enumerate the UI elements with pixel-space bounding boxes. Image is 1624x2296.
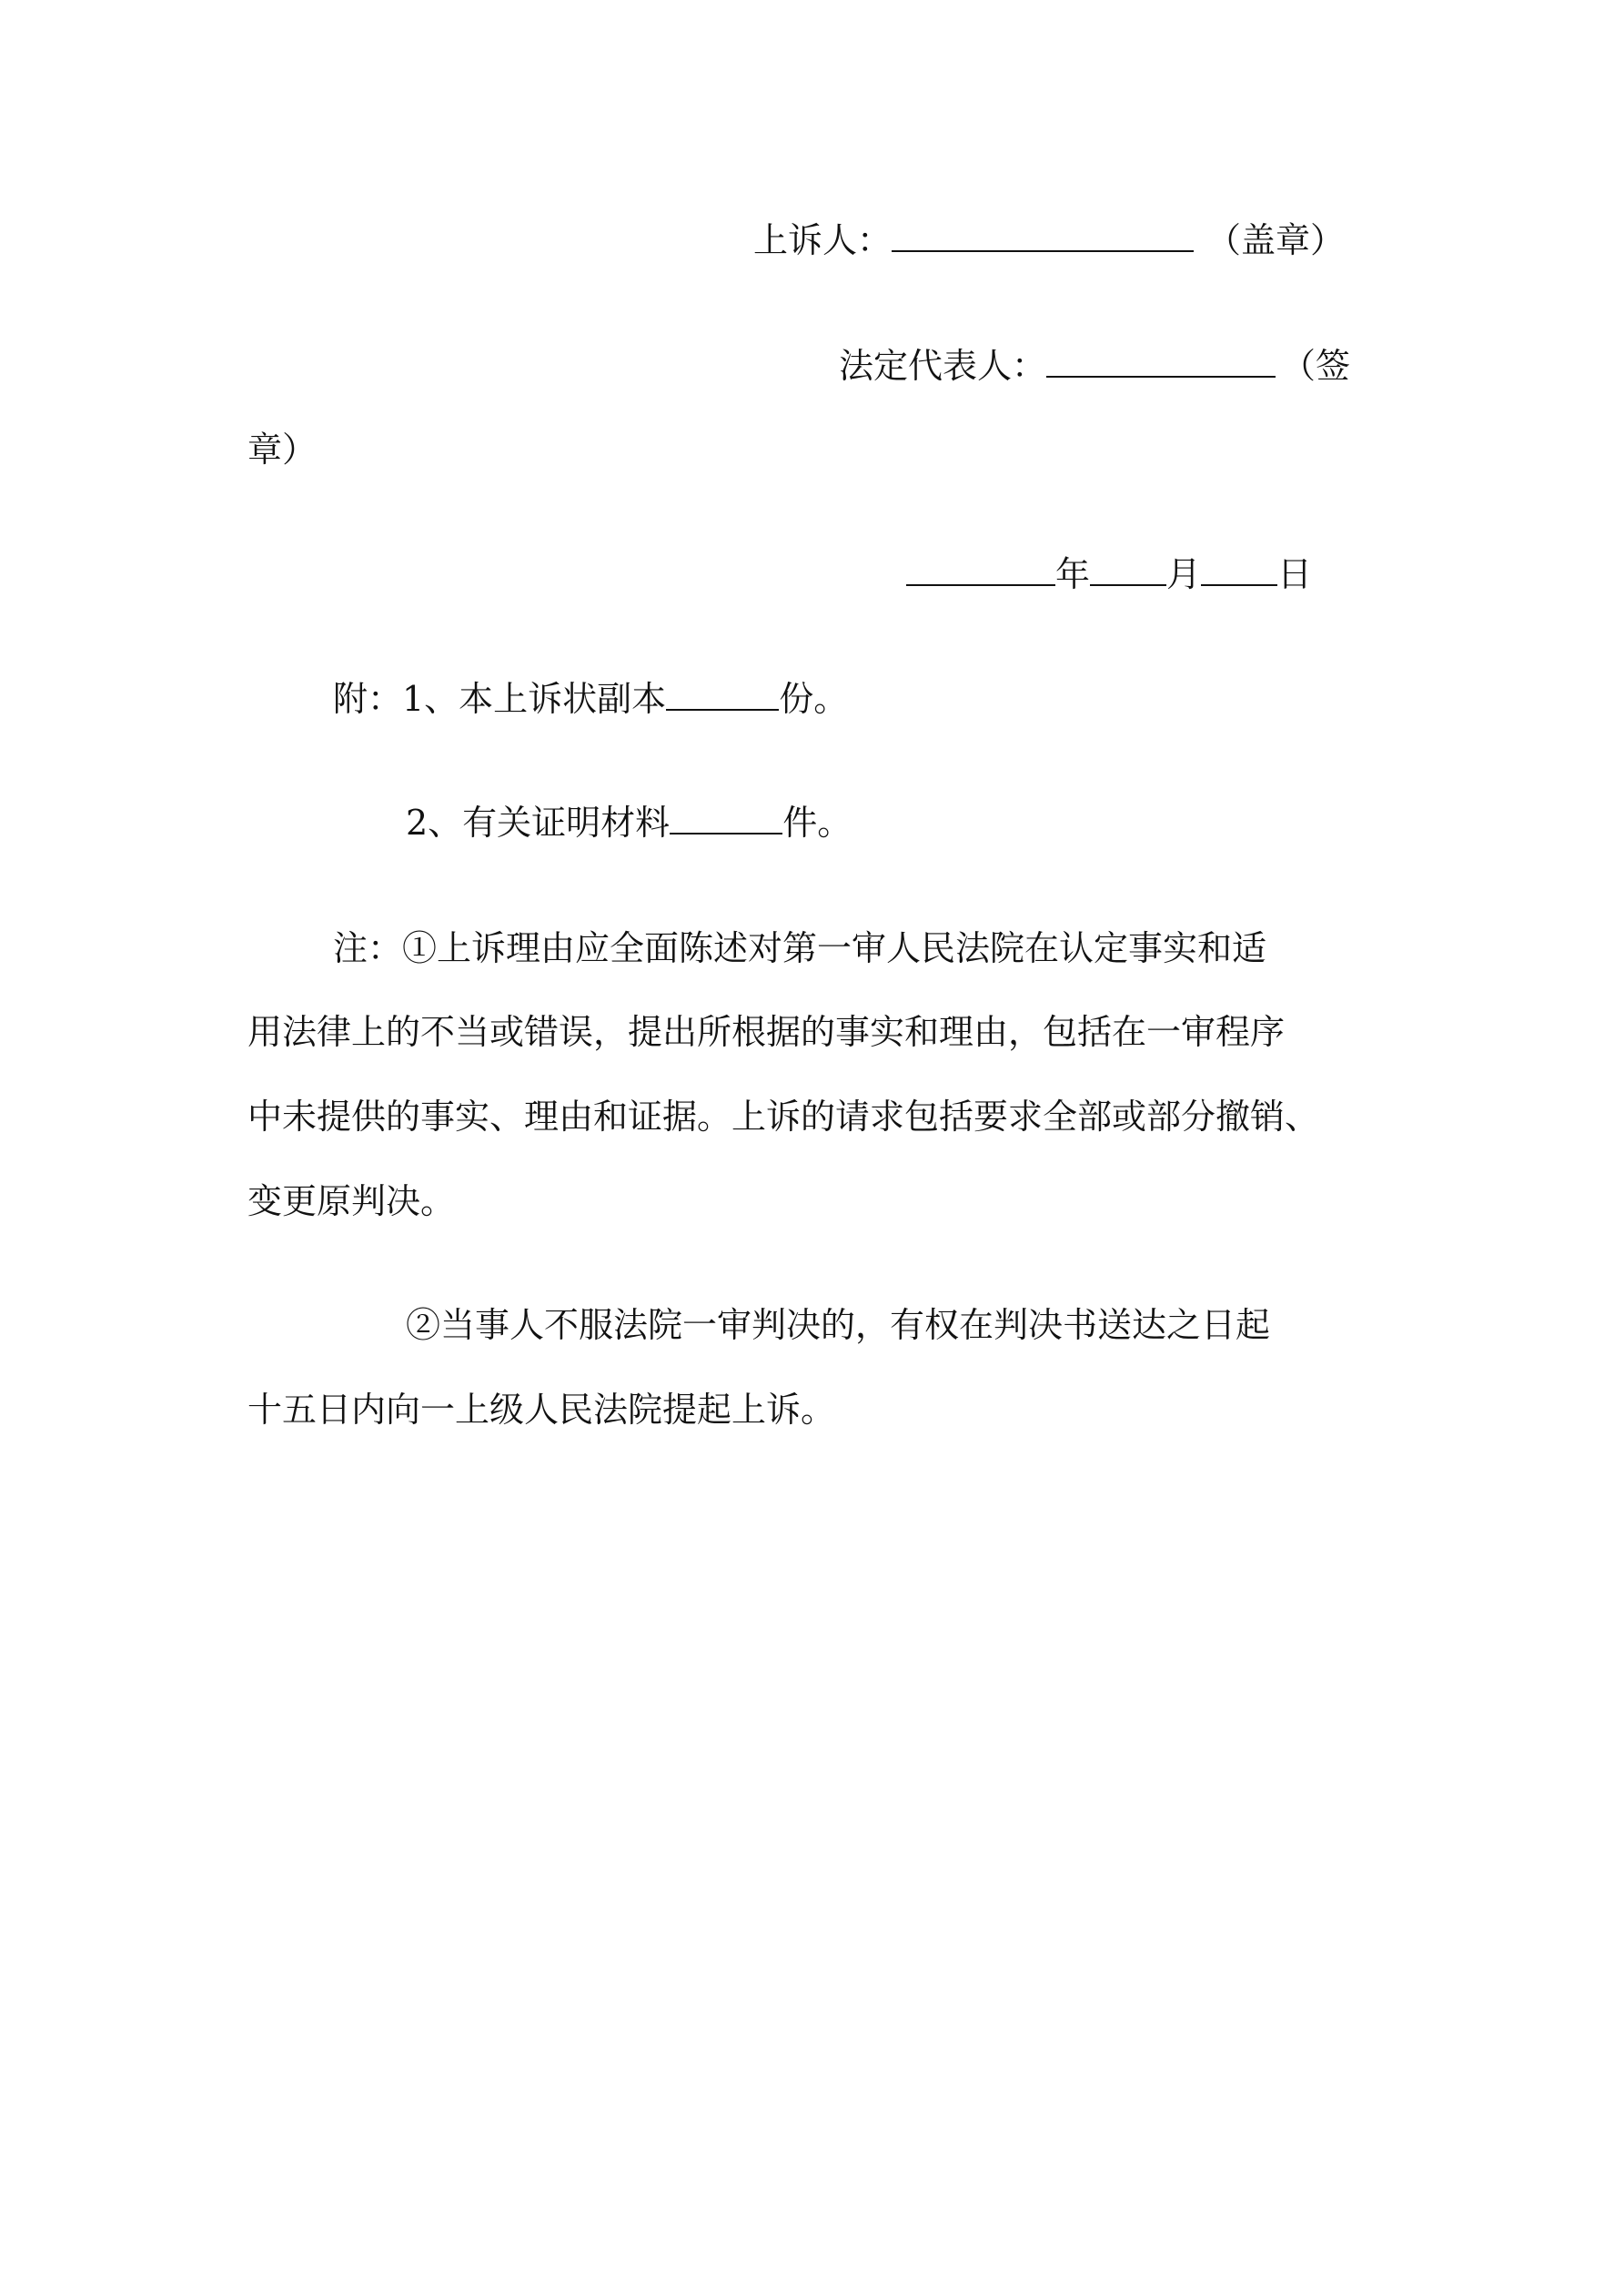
- attachment-item-2-unit: 件。: [782, 803, 852, 843]
- appellant-line: [753, 218, 1345, 262]
- year-label: 年: [1055, 554, 1091, 594]
- year-blank[interactable]: [906, 553, 1055, 586]
- evidence-count-blank[interactable]: [670, 802, 782, 834]
- month-blank[interactable]: [1090, 553, 1166, 586]
- legal-rep-blank[interactable]: [1046, 345, 1276, 378]
- note-line-2: 用法律上的不当或错误，提出所根据的事实和理由，包括在一审程序: [247, 1012, 1286, 1052]
- note-line-1: 注：①上诉理由应全面陈述对第一审人民法院在认定事实和适: [333, 928, 1267, 968]
- legal-rep-line: [839, 344, 1350, 388]
- attachment-item-1-text: 附：1、本上诉状副本: [333, 679, 667, 719]
- date-line: [906, 552, 1312, 596]
- attachment-item-1-unit: 份。: [779, 679, 849, 719]
- appellant-blank[interactable]: [892, 219, 1194, 252]
- day-label: 日: [1277, 554, 1313, 594]
- legal-rep-label: 法定代表人：: [839, 346, 1047, 386]
- appellant-label: 上诉人：: [753, 220, 893, 260]
- legal-rep-sign-note: （签: [1281, 346, 1351, 386]
- note-line-4: 变更原判决。: [247, 1181, 456, 1221]
- attachment-item-1: [333, 677, 848, 721]
- month-label: 月: [1166, 554, 1202, 594]
- note-line-3: 中未提供的事实、理由和证据。上诉的请求包括要求全部或部分撤销、: [247, 1097, 1320, 1137]
- copies-count-blank[interactable]: [666, 678, 779, 711]
- attachment-item-2-text: 2、有关证明材料: [406, 803, 671, 843]
- attachment-item-2: [406, 801, 852, 845]
- legal-rep-line-cont: [247, 428, 317, 471]
- appellant-seal-note: （盖章）: [1206, 220, 1346, 260]
- day-blank[interactable]: [1201, 553, 1277, 586]
- legal-rep-sign-note-cont: 章）: [247, 430, 318, 470]
- note-line-6: 十五日内向一上级人民法院提起上诉。: [247, 1390, 836, 1430]
- note-line-5: ②当事人不服法院一审判决的，有权在判决书送达之日起: [406, 1305, 1271, 1345]
